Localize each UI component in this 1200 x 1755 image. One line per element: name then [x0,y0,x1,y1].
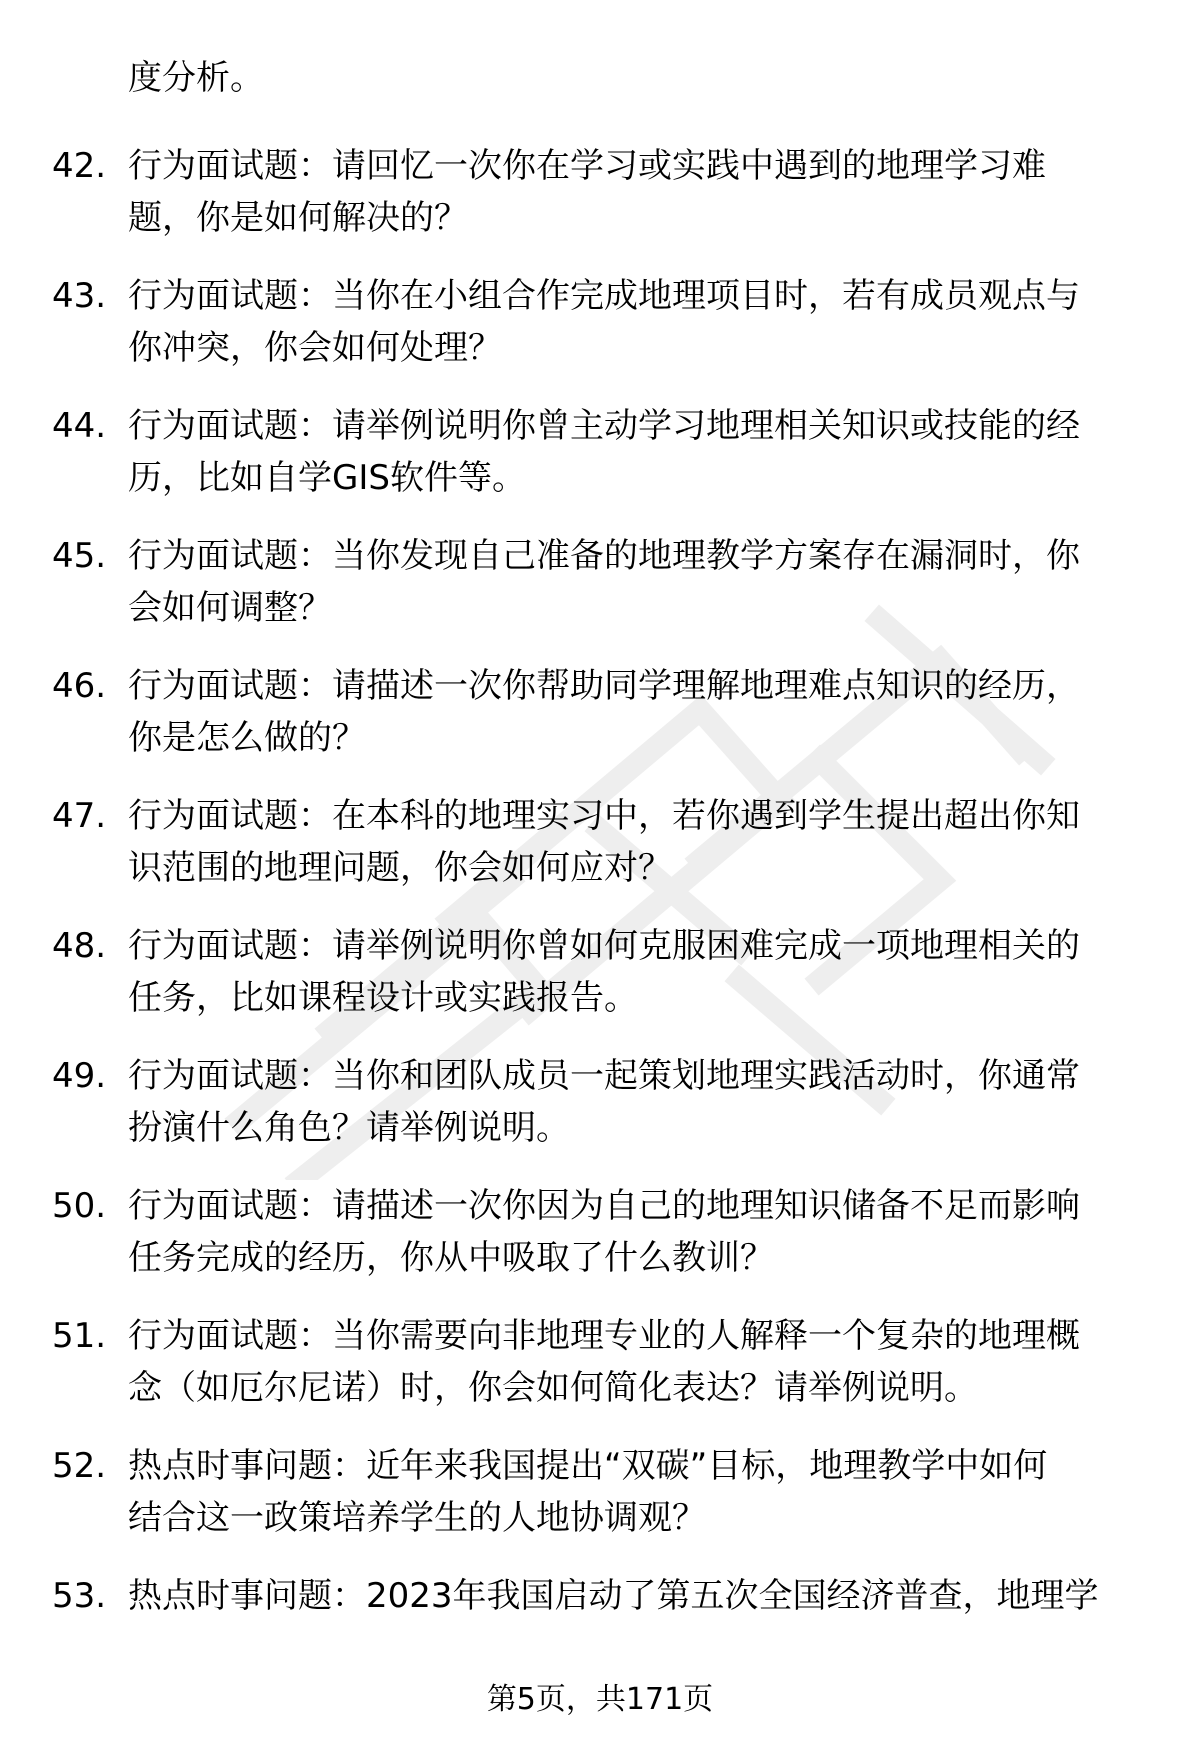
continuation-text: 度分析。 [128,58,264,98]
question-list [0,144,1200,1704]
question-line: 行为面试题：当你和团队成员一起策划地理实践活动时，你通常 [128,1056,1080,1096]
question-number: 52. [52,1446,107,1486]
question-text [128,144,1148,240]
question-line: 行为面试题：当你在小组合作完成地理项目时，若有成员观点与 [128,276,1080,316]
question-item [0,1444,1200,1574]
question-line: 热点时事问题：近年来我国提出“双碳”目标，地理教学中如何 [128,1446,1048,1486]
question-item [0,1054,1200,1184]
question-text [128,794,1148,890]
question-text [128,1574,1148,1618]
question-item [0,144,1200,274]
question-line: 会如何调整？ [128,588,332,628]
question-line: 行为面试题：在本科的地理实习中，若你遇到学生提出超出你知 [128,796,1080,836]
question-text [128,1184,1148,1280]
question-line: 行为面试题：请举例说明你曾主动学习地理相关知识或技能的经 [128,406,1080,446]
question-line: 扮演什么角色？请举例说明。 [128,1108,570,1148]
question-line: 识范围的地理问题，你会如何应对？ [128,848,672,888]
question-line: 结合这一政策培养学生的人地协调观？ [128,1498,706,1538]
question-number: 49. [52,1056,107,1096]
question-line: 你是怎么做的？ [128,718,366,758]
question-text [128,1444,1148,1540]
question-line: 行为面试题：当你需要向非地理专业的人解释一个复杂的地理概 [128,1316,1080,1356]
question-line: 任务完成的经历，你从中吸取了什么教训？ [128,1238,774,1278]
question-line: 题，你是如何解决的？ [128,198,468,238]
question-number: 53. [52,1576,107,1616]
question-line: 行为面试题：请描述一次你因为自己的地理知识储备不足而影响 [128,1186,1080,1226]
question-line: 任务，比如课程设计或实践报告。 [128,978,638,1018]
question-text [128,1054,1148,1150]
question-number: 45. [52,536,107,576]
question-text [128,924,1148,1020]
question-item [0,404,1200,534]
question-item [0,274,1200,404]
question-text [128,1314,1148,1410]
page-footer: 第5页，共171页 [486,1682,714,1717]
question-line: 你冲突，你会如何处理？ [128,328,502,368]
question-line: 行为面试题：请描述一次你帮助同学理解地理难点知识的经历， [128,666,1080,706]
question-number: 47. [52,796,107,836]
question-line: 行为面试题：请举例说明你曾如何克服困难完成一项地理相关的 [128,926,1080,966]
question-number: 43. [52,276,107,316]
question-number: 48. [52,926,107,966]
question-number: 50. [52,1186,107,1226]
question-item [0,1184,1200,1314]
question-text [128,534,1148,630]
question-number: 42. [52,146,107,186]
question-line: 热点时事问题：2023年我国启动了第五次全国经济普查，地理学 [128,1576,1099,1616]
question-line: 行为面试题：当你发现自己准备的地理教学方案存在漏洞时，你 [128,536,1080,576]
question-line: 念（如厄尔尼诺）时，你会如何简化表达？请举例说明。 [128,1368,978,1408]
question-number: 44. [52,406,107,446]
question-line: 行为面试题：请回忆一次你在学习或实践中遇到的地理学习难 [128,146,1046,186]
question-number: 46. [52,666,107,706]
question-text [128,404,1148,500]
question-item [0,534,1200,664]
question-item [0,664,1200,794]
question-line: 历，比如自学GIS软件等。 [128,458,526,498]
question-item [0,794,1200,924]
question-number: 51. [52,1316,107,1356]
question-text [128,664,1148,760]
question-item [0,1314,1200,1444]
question-text [128,274,1148,370]
question-item [0,924,1200,1054]
